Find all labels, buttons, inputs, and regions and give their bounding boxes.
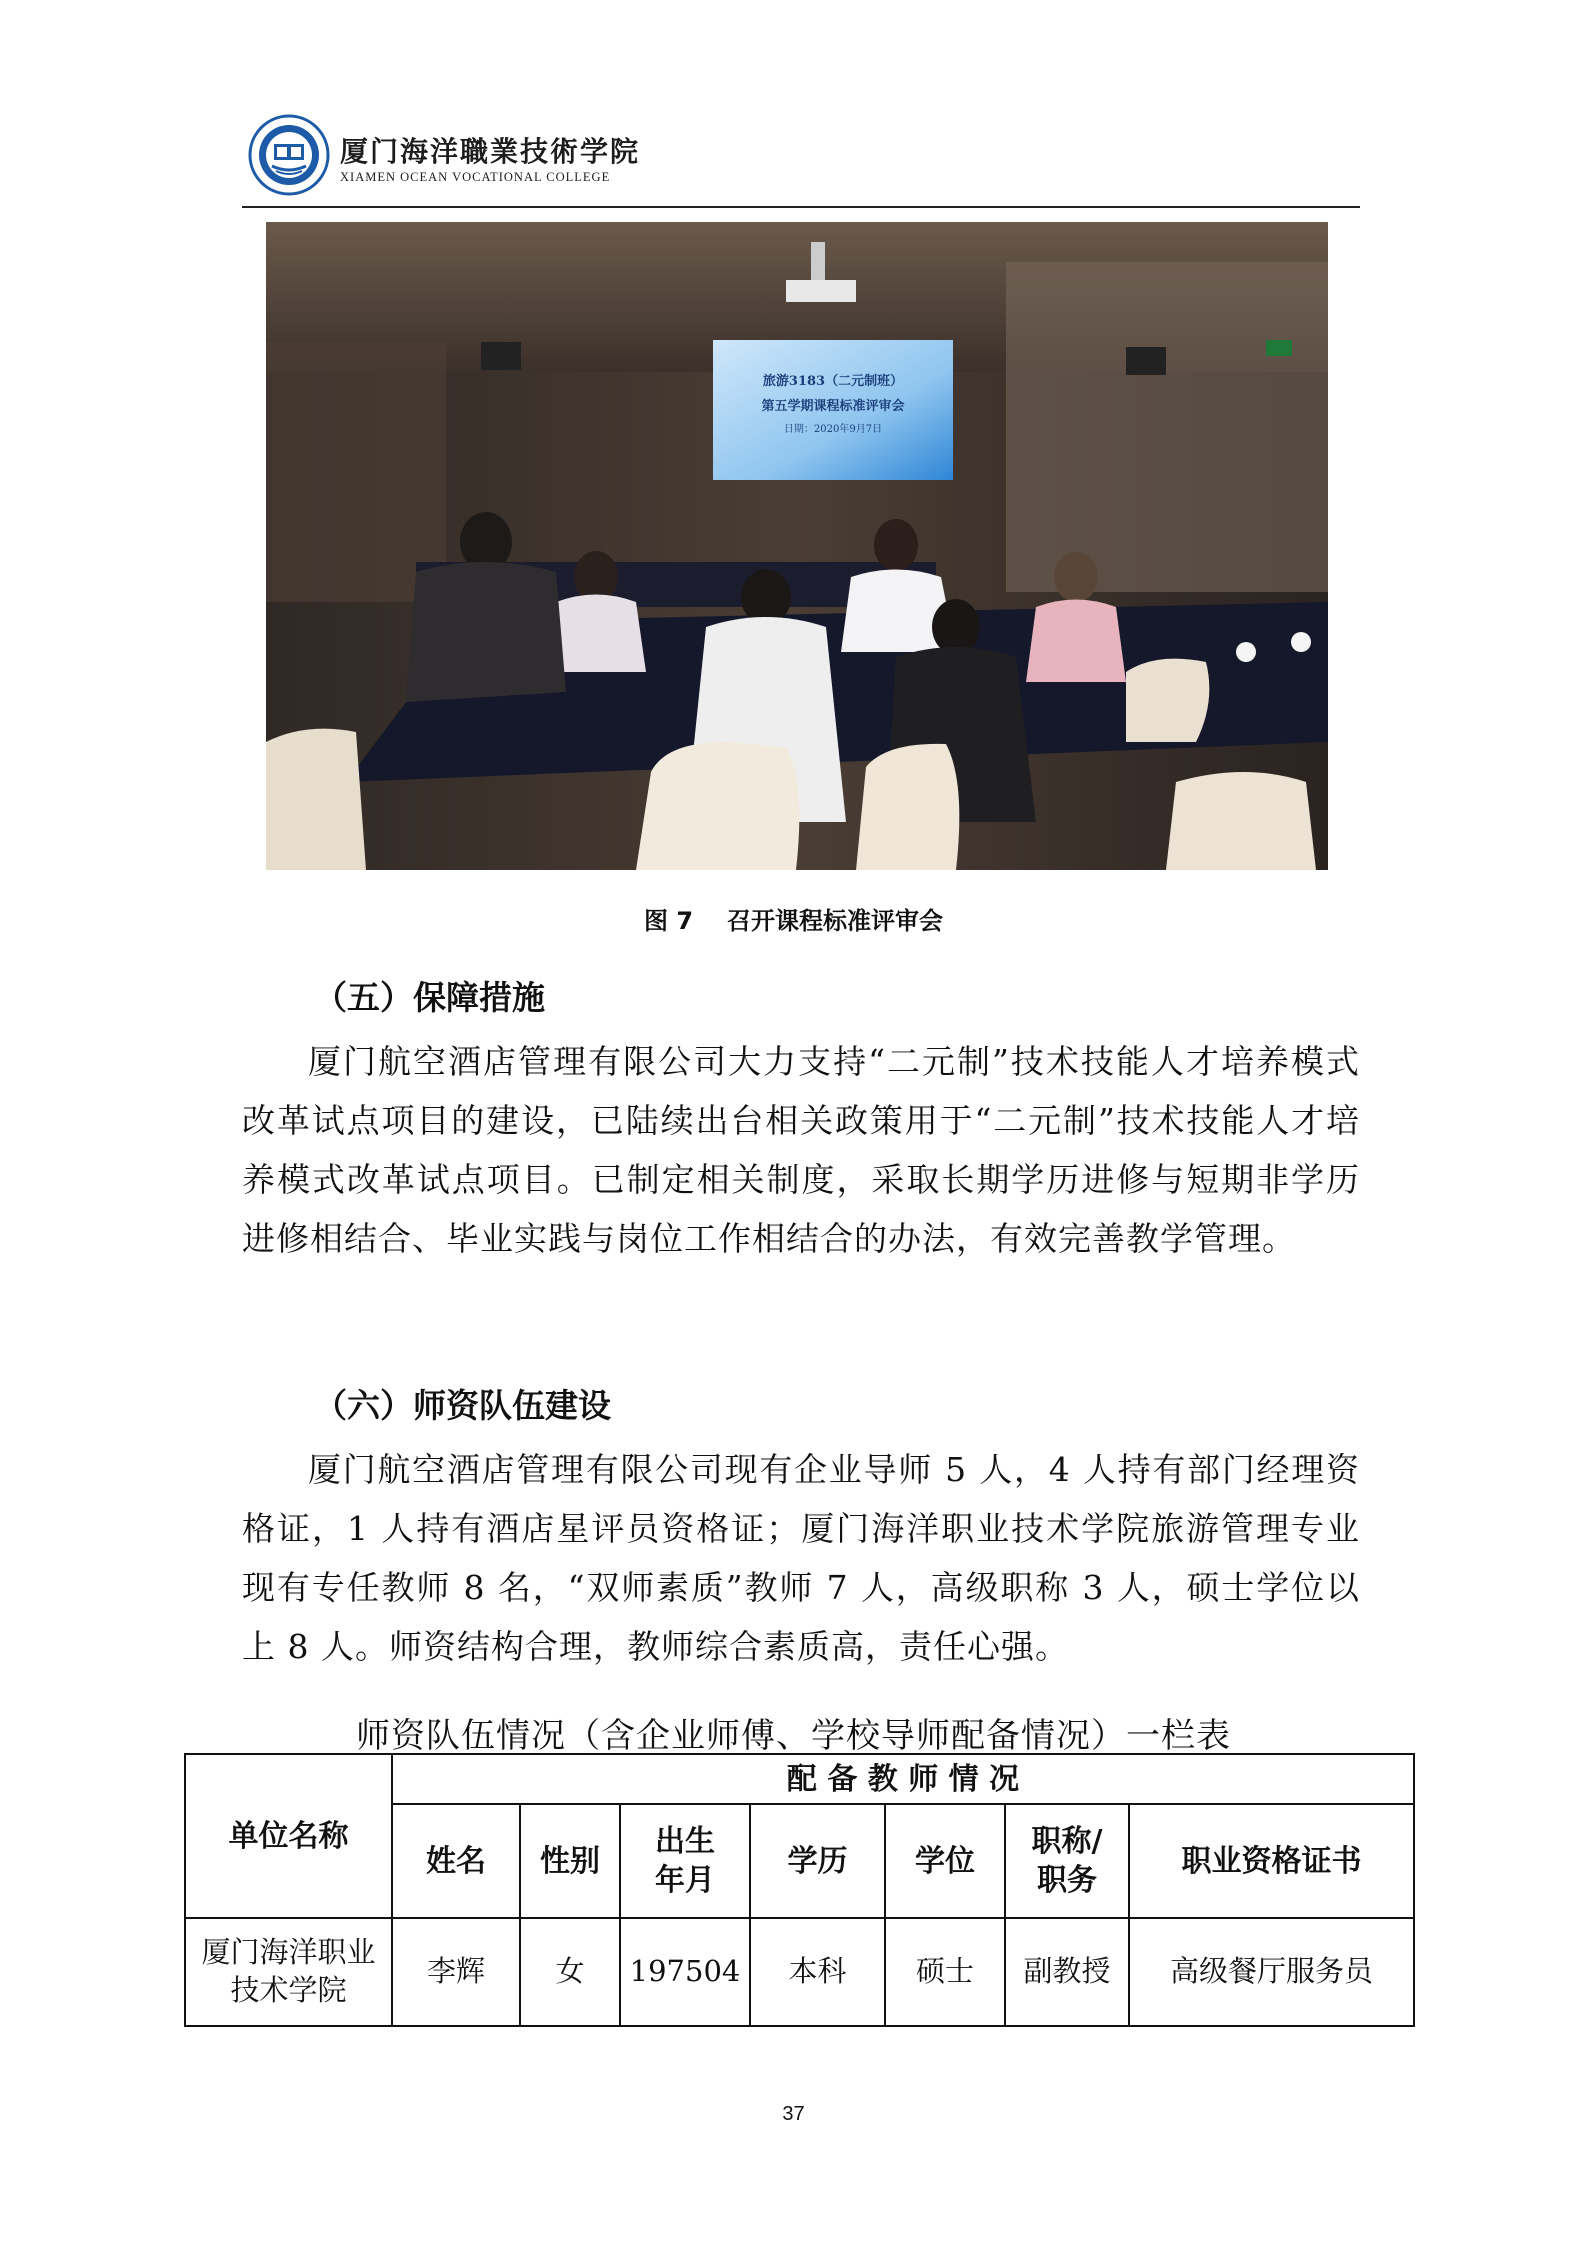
college-name-en: XIAMEN OCEAN VOCATIONAL COLLEGE [340, 170, 611, 184]
col-header-education: 学历 [750, 1804, 885, 1918]
col-header-degree: 学位 [885, 1804, 1005, 1918]
cell-gender: 女 [520, 1918, 620, 2026]
section-heading-6: （六）师资队伍建设 [314, 1386, 611, 1425]
figure-caption [0, 901, 1587, 936]
section5-paragraph: 厦门航空酒店管理有限公司大力支持“二元制”技术技能人才培养模式改革试点项目的建设，已陆续出台相关政策用于“二元制”技术技能人才培养模式改革试点项目。已制定相关制度，采取长期学历进修与短期非学历进修相结合、毕业实践与岗位工作相结合的办法，有效完善教学管理。 [242, 1042, 1360, 1258]
meeting-photo [266, 222, 1328, 870]
figure-caption-text: 召开课程标准评审会 [727, 907, 944, 935]
cell-birth: 197504 [620, 1918, 750, 2026]
page-number: 37 [782, 2103, 805, 2125]
cell-education: 本科 [750, 1918, 885, 2026]
cell-title: 副教授 [1005, 1918, 1129, 2026]
table-row [185, 1918, 1414, 2026]
cell-unit: 厦门海洋职业技术学院 [185, 1918, 392, 2026]
figure-number: 图 7 [643, 907, 694, 935]
col-header-name: 姓名 [392, 1804, 520, 1918]
col-header-certificate: 职业资格证书 [1129, 1804, 1414, 1918]
table-header-row-1 [185, 1754, 1414, 1804]
staff-table [184, 1753, 1415, 2027]
section6-paragraph: 厦门航空酒店管理有限公司现有企业导师 5 人，4 人持有部门经理资格证，1 人持有酒店星评员资格证；厦门海洋职业技术学院旅游管理专业现有专任教师 8 名，“双师素质”教师 7 人，高级职称 3 人，硕士学位以上 8 人。师资结构合理，教师综合素质高，责任心强。 [242, 1450, 1360, 1666]
cell-name: 李辉 [392, 1918, 520, 2026]
section-heading-5: （五）保障措施 [314, 978, 545, 1017]
college-logo-icon [248, 114, 330, 196]
cell-certificate: 高级餐厅服务员 [1129, 1918, 1414, 2026]
col-header-birth: 出生 年月 [620, 1804, 750, 1918]
screen-line3: 日期：2020年9月7日 [783, 424, 883, 435]
header-group: 配 备 教 师 情 况 [392, 1754, 1414, 1804]
col-header-title: 职称/ 职务 [1005, 1804, 1129, 1918]
col-header-gender: 性别 [520, 1804, 620, 1918]
cell-degree: 硕士 [885, 1918, 1005, 2026]
table-title: 师资队伍情况（含企业师傅、学校导师配备情况）一栏表 [356, 1716, 1231, 1756]
header-unit: 单位名称 [185, 1754, 392, 1918]
college-name-cn: 厦门海洋職業技術学院 [340, 135, 641, 168]
meeting-photo-illustration [266, 222, 1328, 870]
screen-line2: 第五学期课程标准评审会 [761, 399, 905, 414]
screen-line1: 旅游3183（二元制班） [762, 374, 904, 389]
header-divider [242, 206, 1360, 208]
